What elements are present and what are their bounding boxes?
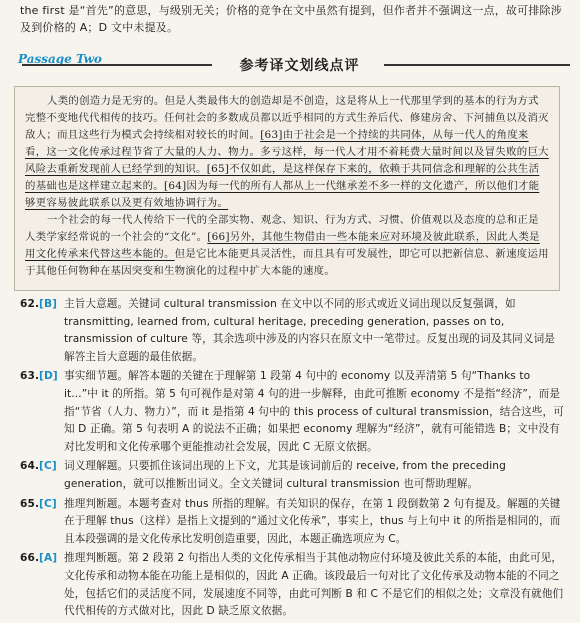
passage-label: Passage Two	[18, 52, 102, 66]
translation-box	[14, 86, 560, 291]
answer-explanations	[20, 296, 565, 623]
translation-paragraph-2	[25, 212, 549, 280]
answer-item-66	[20, 550, 565, 620]
title-rule-left	[22, 64, 212, 66]
answer-choice: [B]	[39, 298, 58, 310]
question-number: 63.	[20, 370, 40, 383]
answer-explanation: 事实细节题。解答本题的关键在于理解第 1 段第 4 句中的 economy 以及弄清第 5 句“Thanks to it...”中 it 的所指。第 5 句可视作是对第 4 句的进一步解释，由此可推断 economy 不是指“经济”，而是指“节省（人力、物力）”，而 it 是指第 4 句中的 this process of cultural transmission，结合这些，可知 D 正确。第 5 句表明 A 的说法不正确；如果把 economy 理解为“经济”，就有可能错选 B；文中没有对比发明和文化传承哪个更能推动社会发展，因此 C 无原文依据。	[64, 370, 564, 453]
translation-paragraph-1	[25, 93, 549, 212]
answer-item-63	[20, 368, 565, 456]
answer-choice: [D]	[39, 370, 58, 383]
translation-sentence: 人类的创造力是无穷的。但是人类最伟大的创造却是不创造，这是将从上一代那里学到的基本的行为方式完整不变地代代相传的技巧。任何社会的多数成员都以近乎相同的方式生养后代、修建房舍、下河捕鱼以及消灭敌人；而且这些行为模式会持续相对较长的时间。	[25, 95, 549, 141]
answer-item-64	[20, 458, 565, 493]
section-title: 参考译文划线点评	[239, 58, 360, 74]
question-number: 66.	[20, 552, 40, 565]
underlined-sentence-66: [66]另外，其他生物借由一些本能来应对环境及彼此联系，因此人类是用文化传承来代替这些本能的。	[25, 231, 540, 260]
translation-sentence: 但是它比本能更具灵活性，而且具有可发展性，即它可以把新信息、新速度运用于其他任何物种在基因突变和生物演化的过程中扩大本能的速度。	[25, 248, 549, 277]
answer-choice: [C]	[39, 460, 57, 473]
question-number: 65.	[20, 497, 40, 510]
answer-item-62	[20, 296, 565, 366]
answer-explanation: 推理判断题。第 2 段第 2 句指出人类的文化传承相当于其他动物应付环境及彼此关系的本能，由此可见，文化传承和动物本能在功能上是相似的，因此 A 正确。该段最后一句对比了文化传承及动物本能的不同之处，包括它们的灵活度不同，发展速度不同等，由此可判断 B 和 C 不是它们的相似之处；文章没有就他们代代相传的方式做对比，因此 D 缺乏原文依据。	[64, 552, 564, 618]
answer-choice: [C]	[39, 497, 57, 510]
underlined-sentence-63: [63]由于社会是一个持续的共同体，从每一代人的角度来看，这一文化传承过程节省了大量的人力、物力。多亏这样，每一代人才用不着耗费大量时间以及冒失败的巨大风险去重新发现前人已经学到的知识。	[25, 129, 549, 175]
answer-explanation: 主旨大意题。关键词 cultural transmission 在文中以不同的形式或近义词出现以反复强调，如 transmitting, learned from, cultural heritage, preceding generation, passes on to, transmission of culture 等，其余选项中涉及的内容只在原文中一笔带过。反复出现的词及其同义词是解答主旨大意题的最佳依据。	[64, 298, 555, 363]
underlined-sentence-65: [65]不仅如此，是这样保存下来的，依赖于共同信念和理解的公共生活的基础也是这样建立起来的。	[25, 163, 540, 192]
answer-item-65	[20, 496, 565, 549]
answer-explanation: 词义理解题。只要抓住该词出现的上下文，尤其是该词前后的 receive, from the preceding generation，就可以推断出词义。全文关键词 cultural transmission 也可帮助理解。	[64, 460, 506, 490]
answer-explanation: 推理判断题。本题考查对 thus 所指的理解。有关知识的保存，在第 1 段倒数第 2 句有提及。解题的关键在于理解 thus（这样）是指上文提到的“通过文化传承”，事实上，thus 与上句中 it 的所指是相同的，而且本段强调的是文化传承比发明创造重要，因此，本题正确选项应为 C。	[64, 497, 561, 545]
answer-choice: [A]	[39, 552, 58, 565]
previous-explanation: the first 是“首先”的意思，与级别无关；价格的竞争在文中虽然有提到，但作者并不强调这一点，故可排除涉及到价格的 A；D 文中未提及。	[20, 4, 562, 34]
title-rule-right	[384, 64, 570, 66]
translation-sentence: 一个社会的每一代人传给下一代的全部实物、观念、知识、行为方式、习惯、价值观以及态度的总和正是人类学家经常说的一个社会的“文化”。	[25, 214, 539, 243]
question-number: 62.	[20, 298, 40, 310]
question-number: 64.	[20, 460, 40, 473]
underlined-sentence-64: [64]因为每一代的所有人都从上一代继承差不多一样的文化遗产，所以他们才能够更容易彼此联系以及更有效地协调行为。	[25, 180, 540, 209]
passage-header	[12, 48, 568, 74]
